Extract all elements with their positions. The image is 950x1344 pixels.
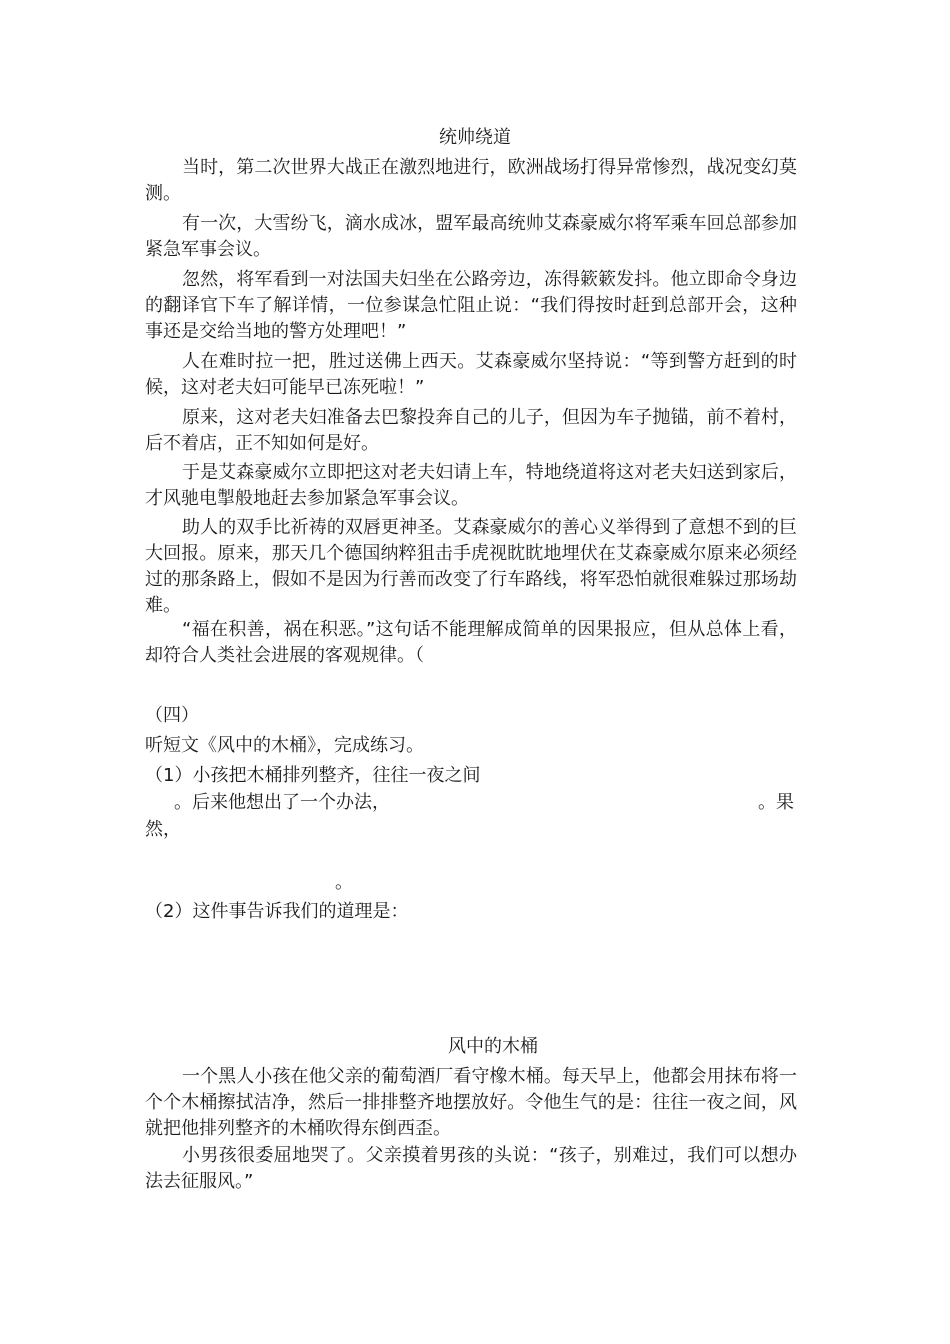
story1-paragraph-4: 人在难时拉一把，胜过送佛上西天。艾森豪威尔坚持说：“等到警方赶到的时候，这对老夫妇可能早已冻死啦！” [145,351,797,398]
exercise-instruction: 听短文《风中的木桶》，完成练习。 [145,735,424,756]
story1-title: 统帅绕道 [439,127,511,148]
story1-paragraph-1: 当时，第二次世界大战正在激烈地进行，欧洲战场打得异常惨烈，战况变幻莫测。 [145,157,797,204]
story1-paragraph-2: 有一次，大雪纷飞，滴水成冰，盟军最高统帅艾森豪威尔将军乘车回总部参加紧急军事会议。 [145,213,797,260]
story1-paragraph-5: 原来，这对老夫妇准备去巴黎投奔自己的儿子，但因为车子抛锚，前不着村，后不着店，正不知如何是好。 [145,407,797,454]
question-1-line-1: （1）小孩把木桶排列整齐，往往一夜之间 [145,765,481,786]
question-1-line-2b: 。果 [758,792,794,813]
question-1-line-2a: 。后来他想出了一个办法， [174,792,390,813]
section-heading: （四） [145,705,199,726]
question-1-line-4: 。 [335,872,353,893]
question-1-line-3: 然， [145,819,181,840]
story1-paragraph-7: 助人的双手比祈祷的双唇更神圣。艾森豪威尔的善心义举得到了意想不到的巨大回报。原来，那天几个德国纳粹狙击手虎视眈眈地埋伏在艾森豪威尔原来必须经过的那条路上，假如不是因为行善而改变了行车路线，将军恐怕就很难躲过那场劫难。 [145,517,797,616]
question-2: （2）这件事告诉我们的道理是： [145,901,409,922]
story1-paragraph-6: 于是艾森豪威尔立即把这对老夫妇请上车，特地绕道将这对老夫妇送到家后，才风驰电掣般地赶去参加紧急军事会议。 [145,462,797,509]
story1-paragraph-3: 忽然，将军看到一对法国夫妇坐在公路旁边，冻得簌簌发抖。他立即命令身边的翻译官下车了解详情，一位参谋急忙阻止说：“我们得按时赶到总部开会，这种事还是交给当地的警方处理吧！” [145,269,797,342]
story2-title: 风中的木桶 [448,1036,538,1057]
story2-paragraph-1: 一个黑人小孩在他父亲的葡萄酒厂看守橡木桶。每天早上，他都会用抹布将一个个木桶擦拭洁净，然后一排排整齐地摆放好。令他生气的是：往往一夜之间，风就把他排列整齐的木桶吹得东倒西歪。 [145,1066,797,1139]
story2-paragraph-2: 小男孩很委屈地哭了。父亲摸着男孩的头说：“孩子，别难过，我们可以想办法去征服风。” [145,1145,797,1192]
story1-paragraph-8: “福在积善，祸在积恶。”这句话不能理解成简单的因果报应，但从总体上看，却符合人类社会进展的客观规律。（ [145,619,797,666]
